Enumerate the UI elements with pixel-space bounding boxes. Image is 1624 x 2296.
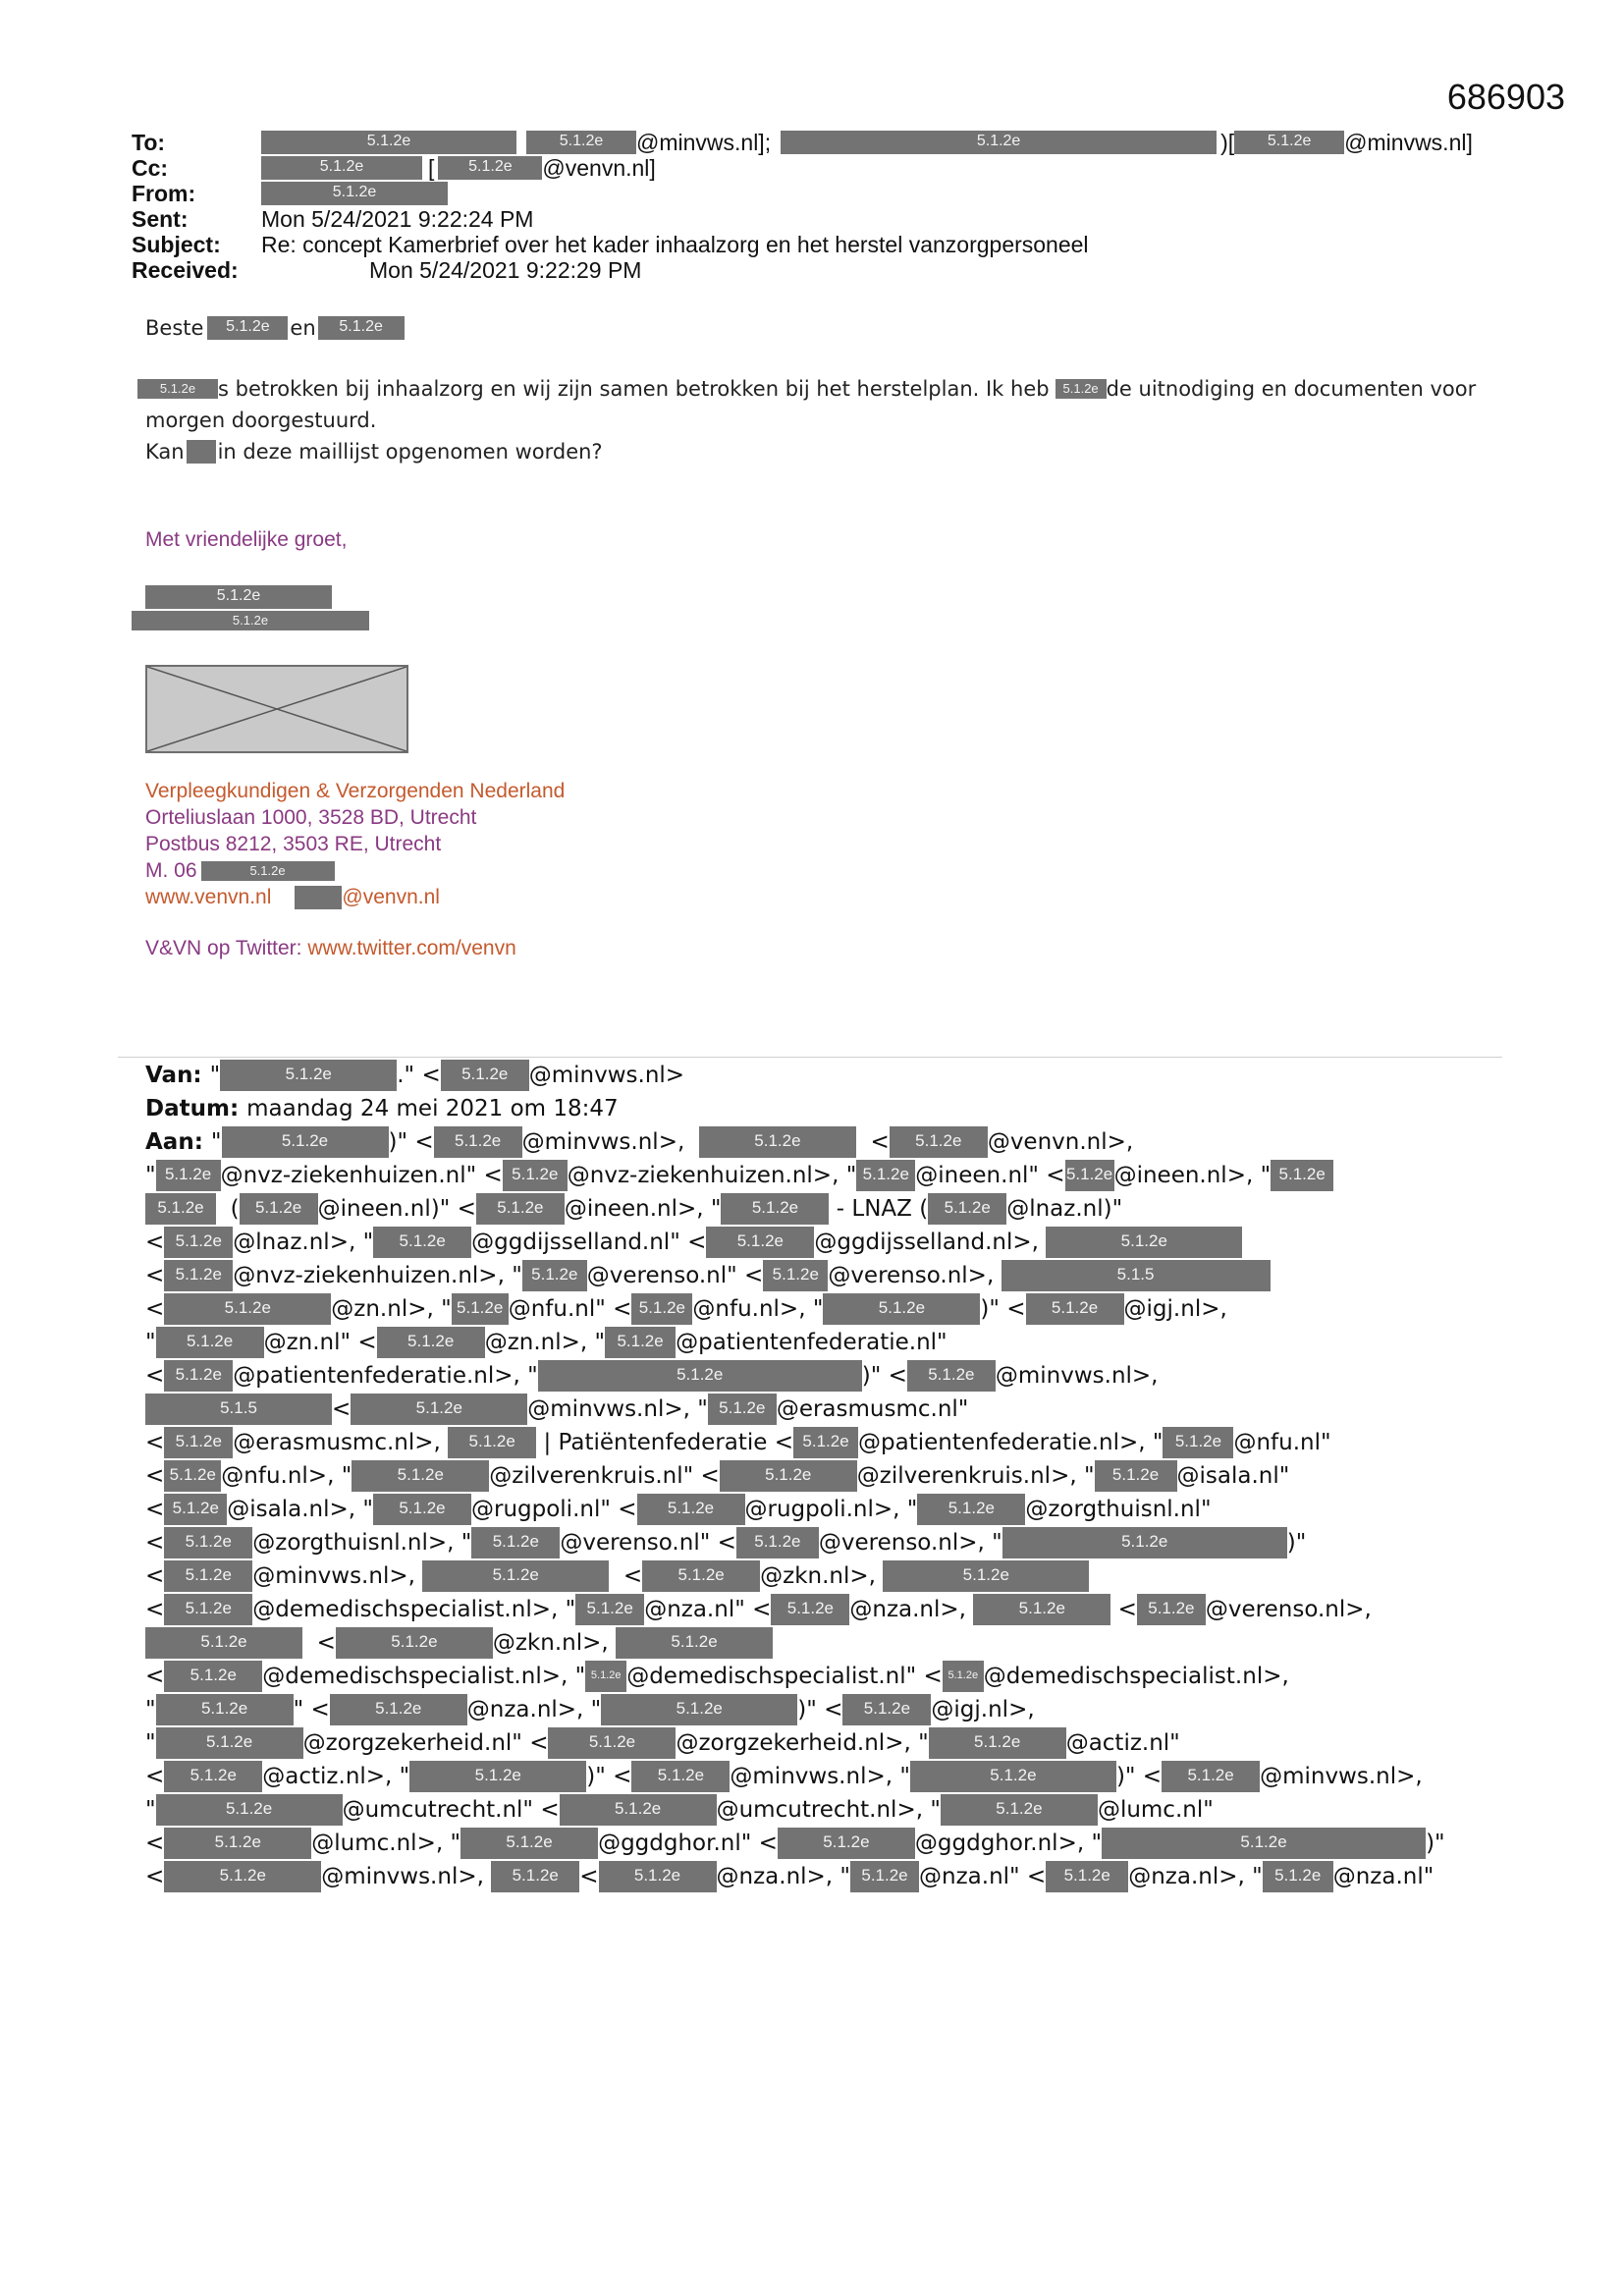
redaction: 5.1.2e — [156, 1794, 343, 1826]
redaction: 5.1.2e — [771, 1594, 849, 1625]
body-text: s betrokken bij inhaalzorg en wij zijn samen betrokken bij het herstelplan. Ik heb — [218, 377, 1050, 401]
received-label: Received: — [132, 257, 239, 283]
body-line-1 — [145, 373, 1500, 405]
redaction: 5.1.5 — [145, 1394, 332, 1425]
forward-text: @minvws.nl>, " — [730, 1764, 910, 1789]
forward-text: < — [145, 1563, 165, 1589]
forward-text: @ggdijsselland.nl" < — [471, 1230, 707, 1255]
datum-label: Datum: — [145, 1096, 247, 1121]
redaction: 5.1.2e — [261, 131, 516, 154]
forward-text: < — [609, 1563, 643, 1589]
redaction: 5.1.2e — [164, 1661, 262, 1692]
forward-text: @ggdghor.nl>, " — [914, 1831, 1103, 1856]
redaction: 5.1.2e — [631, 1293, 692, 1325]
forward-text: " — [145, 1697, 156, 1722]
forward-text: @zorgthuisnl.nl>, " — [252, 1530, 472, 1556]
org-web — [145, 884, 565, 910]
redaction: 5.1.2e — [522, 1260, 587, 1291]
forward-text: @minvws.nl>, — [1260, 1764, 1423, 1789]
redaction: 5.1.2e — [336, 1627, 493, 1659]
cc-label: Cc: — [132, 155, 169, 181]
forward-text: @isala.nl>, " — [227, 1497, 373, 1522]
beste-text: Beste — [145, 316, 204, 340]
forward-line — [145, 1793, 1540, 1827]
forward-text: ." < — [397, 1063, 441, 1088]
org-address-2: Postbus 8212, 3503 RE, Utrecht — [145, 833, 442, 855]
forward-text: )" < — [980, 1296, 1026, 1322]
redaction: 5.1.2e — [721, 1193, 829, 1225]
body-line-3 — [145, 436, 1500, 467]
forward-text: @zkn.nl>, — [492, 1630, 617, 1656]
redaction: 5.1.2e — [631, 1761, 730, 1792]
redaction: 5.1.2e — [736, 1527, 819, 1558]
redaction: 5.1.2e — [164, 1260, 233, 1291]
forward-line — [145, 1626, 1540, 1660]
subject-label: Subject: — [132, 232, 221, 257]
redaction: 5.1.2e — [261, 182, 448, 205]
redaction: 5.1.2e — [373, 1494, 471, 1525]
forward-text: " — [210, 1129, 222, 1155]
forward-text: < — [302, 1630, 336, 1656]
redaction: 5.1.2e — [460, 1828, 598, 1859]
forward-text: @minvws.nl>, — [321, 1864, 492, 1889]
redaction: 5.1.2e — [164, 1293, 331, 1325]
forward-line — [145, 1860, 1540, 1893]
forward-text: < — [145, 1497, 165, 1522]
redaction: 5.1.2e — [1163, 1427, 1233, 1458]
redaction: 5.1.2e — [907, 1360, 996, 1392]
redaction: 5.1.2e — [164, 1861, 321, 1892]
forward-text: @ineen.nl)" < — [317, 1196, 476, 1222]
body-text: Kan — [145, 440, 185, 464]
forward-text: < — [855, 1129, 890, 1155]
redaction: 5.1.2e — [917, 1494, 1025, 1525]
redaction: 5.1.2e — [476, 1193, 565, 1225]
greeting: Met vriendelijke groet, — [145, 528, 348, 551]
forward-text: @zn.nl>, " — [331, 1296, 452, 1322]
forward-line — [145, 1459, 1540, 1493]
redaction: 5.1.2e — [943, 1661, 984, 1692]
forward-text: @nza.nl>, " — [1128, 1864, 1263, 1889]
forward-text: @zilverenkruis.nl>, " — [856, 1463, 1095, 1489]
forward-text: @nza.nl" — [1332, 1864, 1435, 1889]
redaction: 5.1.2e — [164, 1761, 262, 1792]
forward-text: < — [579, 1864, 599, 1889]
redaction: 5.1.2e — [164, 1494, 227, 1525]
body-text: in deze maillijst opgenomen worden? — [217, 440, 603, 464]
redaction: 5.1.2e — [599, 1861, 717, 1892]
redaction: 5.1.2e — [1046, 1227, 1242, 1258]
redaction: 5.1.2e — [132, 611, 369, 630]
forward-text: @nfu.nl>, " — [692, 1296, 824, 1322]
divider — [118, 1057, 1502, 1058]
redaction: 5.1.2e — [164, 1594, 252, 1625]
forward-text: @zorgzekerheid.nl" < — [302, 1730, 549, 1756]
sent-row — [132, 206, 1506, 232]
redaction: 5.1.2e — [1056, 379, 1107, 399]
cc-row: Cc: 5.1.2e [ 5.1.2e @venvn.nl] — [132, 155, 656, 181]
redaction: 5.1.2e — [261, 156, 422, 180]
redaction: 5.1.2e — [377, 1327, 485, 1358]
redaction: 5.1.2e — [240, 1193, 318, 1225]
forward-text: @actiz.nl>, " — [262, 1764, 410, 1789]
forward-text: @zn.nl>, " — [484, 1330, 606, 1355]
forward-text: @nza.nl>, " — [466, 1697, 602, 1722]
redaction: 5.1.2e — [601, 1694, 797, 1725]
forward-text: @demedischspecialist.nl>, " — [262, 1664, 586, 1689]
redaction: 5.1.2e — [928, 1193, 1006, 1225]
redaction: 5.1.2e — [145, 585, 332, 609]
document-id: 686903 — [1446, 77, 1565, 117]
forward-text: ( — [216, 1196, 240, 1222]
forward-text: < — [145, 1597, 165, 1622]
redaction: 5.1.2e — [708, 1394, 777, 1425]
forward-line — [145, 1526, 1540, 1559]
forward-text: @patientenfederatie.nl>, " — [858, 1430, 1164, 1455]
salutation — [145, 312, 1500, 344]
forward-text: )" < — [586, 1764, 632, 1789]
redaction: 5.1.2e — [137, 379, 218, 399]
redaction: 5.1.2e — [823, 1293, 980, 1325]
web-link[interactable]: www.venvn.nl — [145, 886, 272, 908]
sent-value: Mon 5/24/2021 9:22:24 PM — [261, 206, 534, 232]
redaction: 5.1.2e — [850, 1861, 919, 1892]
redaction: 5.1.2e — [156, 1694, 294, 1725]
redaction: 5.1.2e — [164, 1227, 233, 1258]
org-phone — [145, 857, 565, 884]
redaction: 5.1.2e — [973, 1594, 1110, 1625]
forward-line — [145, 1693, 1540, 1726]
redaction: 5.1.2e — [856, 1160, 915, 1191]
forward-text: " — [145, 1730, 156, 1756]
redaction: 5.1.2e — [1137, 1594, 1206, 1625]
forward-text: | Patiëntenfederatie < — [536, 1430, 794, 1455]
redaction: 5.1.2e — [1065, 1160, 1114, 1191]
forward-text: )" < — [797, 1697, 843, 1722]
org-name: Verpleegkundigen & Verzorgenden Nederland — [145, 780, 566, 802]
forward-line — [145, 1760, 1540, 1793]
forward-text: @verenso.nl" < — [586, 1263, 764, 1288]
forward-text: @lnaz.nl)" — [1006, 1196, 1123, 1222]
forward-text: @umcutrecht.nl>, " — [716, 1797, 941, 1823]
forward-line — [145, 1159, 1540, 1192]
forward-text: @nza.nl>, " — [716, 1864, 851, 1889]
redaction: 5.1.2e — [1102, 1828, 1426, 1859]
forward-text: @verenso.nl>, " — [818, 1530, 1002, 1556]
redaction: 5.1.2e — [560, 1794, 717, 1826]
redaction: 5.1.2e — [164, 1427, 233, 1458]
to-row — [132, 130, 1506, 155]
forward-text: @minvws.nl>, — [995, 1363, 1159, 1389]
to-domain-2: @minvws.nl] — [1344, 130, 1473, 155]
forward-text: < — [145, 1230, 165, 1255]
redaction: 5.1.2e — [763, 1260, 828, 1291]
redaction: 5.1.2e — [1271, 1160, 1333, 1191]
forward-text: @umcutrecht.nl" < — [342, 1797, 560, 1823]
forward-text: - LNAZ ( — [829, 1196, 929, 1222]
forward-text: < — [1110, 1597, 1137, 1622]
forward-text: < — [145, 1363, 165, 1389]
redaction — [295, 886, 342, 909]
redaction: 5.1.2e — [441, 1060, 529, 1091]
forward-text: @verenso.nl>, — [828, 1263, 1001, 1288]
forward-text: @venvn.nl>, — [987, 1129, 1134, 1155]
from-label: From: — [132, 181, 196, 206]
forward-line — [145, 1660, 1540, 1693]
redaction: 5.1.2e — [720, 1460, 857, 1492]
forward-line — [145, 1125, 1540, 1159]
forward-line — [145, 1726, 1540, 1760]
forward-text: @ineen.nl" < — [915, 1163, 1065, 1188]
forward-text: @verenso.nl" < — [560, 1530, 736, 1556]
twitter-line — [145, 937, 516, 960]
twitter-label: V&VN op Twitter: — [145, 937, 302, 959]
forward-line — [145, 1593, 1540, 1626]
redaction: 5.1.2e — [373, 1227, 471, 1258]
redaction: 5.1.5 — [1001, 1260, 1271, 1291]
redaction: 5.1.2e — [409, 1761, 586, 1792]
forward-text: @igj.nl>, — [931, 1697, 1035, 1722]
redaction: 5.1.2e — [793, 1427, 858, 1458]
phone-prefix: M. 06 — [145, 859, 197, 882]
redaction: 5.1.2e — [222, 1126, 389, 1158]
forward-line — [145, 1059, 1540, 1092]
forward-text: @nfu.nl" — [1233, 1430, 1331, 1455]
redaction: 5.1.2e — [164, 1828, 311, 1859]
forward-text: < — [145, 1263, 165, 1288]
forward-line — [145, 1426, 1540, 1459]
forward-text: @patientenfederatie.nl" — [676, 1330, 947, 1355]
redaction: 5.1.2e — [318, 316, 405, 340]
forward-text: @minvws.nl> — [528, 1063, 685, 1088]
forward-text: " — [145, 1163, 156, 1188]
twitter-link[interactable]: www.twitter.com/venvn — [307, 937, 516, 959]
forward-text: )" < — [388, 1129, 434, 1155]
redaction: 5.1.2e — [890, 1126, 988, 1158]
redaction: 5.1.2e — [145, 1193, 216, 1225]
forward-text: @ineen.nl>, " — [564, 1196, 722, 1222]
forward-line — [145, 1359, 1540, 1393]
redaction: 5.1.2e — [929, 1727, 1066, 1759]
forward-line — [145, 1493, 1540, 1526]
redaction: 5.1.2e — [706, 1227, 814, 1258]
forward-text: @erasmusmc.nl>, — [233, 1430, 449, 1455]
redaction: 5.1.2e — [778, 1828, 915, 1859]
forward-text: @zorgthuisnl.nl" — [1025, 1497, 1212, 1522]
forward-text: < — [145, 1530, 165, 1556]
sent-label: Sent: — [132, 206, 189, 232]
forward-text: @nvz-ziekenhuizen.nl>, " — [233, 1263, 522, 1288]
forward-text: < — [145, 1764, 165, 1789]
forward-text: @rugpoli.nl" < — [470, 1497, 637, 1522]
redaction: 5.1.2e — [438, 156, 542, 180]
forward-text: " — [209, 1063, 221, 1088]
forward-text: @actiz.nl" — [1065, 1730, 1180, 1756]
message-body — [145, 312, 1500, 467]
forward-text: )" — [1286, 1530, 1307, 1556]
forward-line — [145, 1192, 1540, 1226]
redaction: 5.1.2e — [201, 861, 335, 881]
forward-text: @ggdijsselland.nl>, — [814, 1230, 1047, 1255]
forward-line — [145, 1226, 1540, 1259]
redaction: 5.1.2e — [434, 1126, 522, 1158]
redaction: 5.1.2e — [351, 1394, 527, 1425]
forward-text: @minvws.nl>, — [252, 1563, 423, 1589]
signature-block — [145, 778, 565, 910]
forward-text: @minvws.nl>, — [521, 1129, 699, 1155]
forward-text: @nfu.nl>, " — [221, 1463, 352, 1489]
forward-text: < — [145, 1831, 165, 1856]
redaction: 5.1.2e — [220, 1060, 397, 1091]
forward-text: @minvws.nl>, " — [527, 1396, 708, 1422]
subject-row — [132, 232, 1506, 257]
forward-text: @nza.nl" < — [644, 1597, 772, 1622]
forward-text: @demedischspecialist.nl>, " — [252, 1597, 576, 1622]
redaction: 5.1.2e — [164, 1527, 252, 1558]
redaction: 5.1.2e — [941, 1794, 1098, 1826]
forward-text: " — [145, 1330, 156, 1355]
org-address-1: Orteliuslaan 1000, 3528 BD, Utrecht — [145, 806, 477, 829]
forward-text: " — [145, 1797, 156, 1823]
logo-placeholder — [145, 665, 408, 753]
forward-line — [145, 1259, 1540, 1292]
received-value: Mon 5/24/2021 9:22:29 PM — [369, 257, 642, 283]
redaction: 5.1.2e — [330, 1694, 467, 1725]
body-line-2: morgen doorgestuurd. — [145, 409, 377, 432]
received-row — [132, 257, 1506, 283]
redaction: 5.1.2e — [538, 1360, 862, 1392]
redaction: 5.1.2e — [1162, 1761, 1260, 1792]
forward-text: @erasmusmc.nl" — [776, 1396, 969, 1422]
forward-text: @nza.nl" < — [919, 1864, 1047, 1889]
aan-label: Aan: — [145, 1129, 211, 1155]
redaction: 5.1.2e — [1002, 1527, 1287, 1558]
redaction: 5.1.2e — [422, 1560, 609, 1592]
forward-text: )" < — [861, 1363, 907, 1389]
van-label: Van: — [145, 1063, 210, 1088]
forward-text: @zn.nl" < — [263, 1330, 377, 1355]
redaction: 5.1.2e — [1046, 1861, 1128, 1892]
forward-text: @nvz-ziekenhuizen.nl" < — [220, 1163, 503, 1188]
forward-line — [145, 1092, 1540, 1125]
forward-text: @patientenfederatie.nl>, " — [233, 1363, 538, 1389]
forward-text: @lumc.nl>, " — [311, 1831, 461, 1856]
to-domain-1: @minvws.nl]; — [636, 130, 772, 155]
forward-text: < — [145, 1463, 165, 1489]
forward-text: @zilverenkruis.nl" < — [489, 1463, 720, 1489]
to-bracket: )[ — [1220, 130, 1235, 155]
redaction: 5.1.2e — [910, 1761, 1116, 1792]
redaction: 5.1.2e — [842, 1694, 931, 1725]
redaction: 5.1.2e — [452, 1293, 509, 1325]
redaction: 5.1.2e — [164, 1560, 252, 1592]
forward-text: @demedischspecialist.nl>, — [983, 1664, 1289, 1689]
redaction: 5.1.2e — [699, 1126, 856, 1158]
mail-domain: @venvn.nl — [342, 886, 440, 908]
redaction: 5.1.2e — [883, 1560, 1089, 1592]
forward-text: @isala.nl" — [1176, 1463, 1290, 1489]
forward-text: )" < — [1115, 1764, 1163, 1789]
redaction: 5.1.2e — [605, 1327, 676, 1358]
redaction: 5.1.2e — [207, 316, 288, 340]
forward-line — [145, 1292, 1540, 1326]
email-header — [132, 130, 1506, 283]
broken-image-icon — [147, 667, 406, 751]
forward-text: @nza.nl>, — [849, 1597, 974, 1622]
redaction: 5.1.2e — [156, 1727, 303, 1759]
from-row — [132, 181, 1506, 206]
forward-text: @nvz-ziekenhuizen.nl>, " — [567, 1163, 857, 1188]
redaction: 5.1.2e — [352, 1460, 489, 1492]
redaction: 5.1.2e — [616, 1627, 773, 1659]
forward-text: )" — [1426, 1831, 1445, 1856]
redaction: 5.1.2e — [164, 1360, 233, 1392]
forward-text: @rugpoli.nl>, " — [744, 1497, 918, 1522]
forward-text: @zorgzekerheid.nl>, " — [676, 1730, 929, 1756]
forward-text: < — [145, 1296, 165, 1322]
forward-line — [145, 1827, 1540, 1860]
redaction: 5.1.2e — [575, 1594, 644, 1625]
en-text: en — [290, 316, 316, 340]
redaction: 5.1.2e — [637, 1494, 745, 1525]
redaction: 5.1.2e — [585, 1661, 626, 1692]
forward-text: < — [145, 1664, 165, 1689]
cc-domain: @venvn.nl] — [542, 155, 656, 181]
forward-text: @verenso.nl>, — [1205, 1597, 1372, 1622]
redaction — [187, 440, 216, 464]
forwarded-header — [145, 1059, 1540, 1893]
forward-text: @zkn.nl>, — [760, 1563, 884, 1589]
body-text: de uitnodiging en documenten voor — [1106, 377, 1477, 401]
redaction: 5.1.2e — [471, 1527, 560, 1558]
redaction: 5.1.2e — [1234, 131, 1344, 154]
redaction: 5.1.2e — [642, 1560, 760, 1592]
forward-text: @lumc.nl" — [1097, 1797, 1214, 1823]
forward-text: @lnaz.nl>, " — [233, 1230, 374, 1255]
forward-text: @igj.nl>, — [1123, 1296, 1227, 1322]
redaction: 5.1.2e — [548, 1727, 676, 1759]
redaction: 5.1.2e — [1263, 1861, 1333, 1892]
forward-text: < — [145, 1430, 165, 1455]
redaction: 5.1.2e — [491, 1861, 579, 1892]
redaction: 5.1.2e — [156, 1327, 264, 1358]
forward-text: @demedischspecialist.nl" < — [626, 1664, 943, 1689]
forward-text: @nfu.nl" < — [508, 1296, 632, 1322]
forward-line — [145, 1326, 1540, 1359]
forward-text: " < — [293, 1697, 330, 1722]
redaction: 5.1.2e — [164, 1460, 221, 1492]
subject-value: Re: concept Kamerbrief over het kader inhaalzorg en het herstel vanzorgpersoneel — [261, 232, 1089, 257]
forward-text: @ggdghor.nl" < — [598, 1831, 778, 1856]
forward-line — [145, 1559, 1540, 1593]
redaction: 5.1.2e — [781, 131, 1217, 154]
redaction: 5.1.2e — [503, 1160, 568, 1191]
forward-text: < — [332, 1396, 352, 1422]
forward-text: < — [145, 1864, 165, 1889]
forward-line — [145, 1393, 1540, 1426]
redaction: 5.1.2e — [1095, 1460, 1177, 1492]
redaction: 5.1.2e — [1026, 1293, 1124, 1325]
redaction: 5.1.2e — [448, 1427, 536, 1458]
datum-value: maandag 24 mei 2021 om 18:47 — [246, 1096, 619, 1121]
redaction: 5.1.2e — [156, 1160, 221, 1191]
redaction: 5.1.2e — [145, 1627, 302, 1659]
to-label: To: — [132, 130, 166, 155]
forward-text: @ineen.nl>, " — [1113, 1163, 1272, 1188]
redaction: 5.1.2e — [526, 131, 636, 154]
